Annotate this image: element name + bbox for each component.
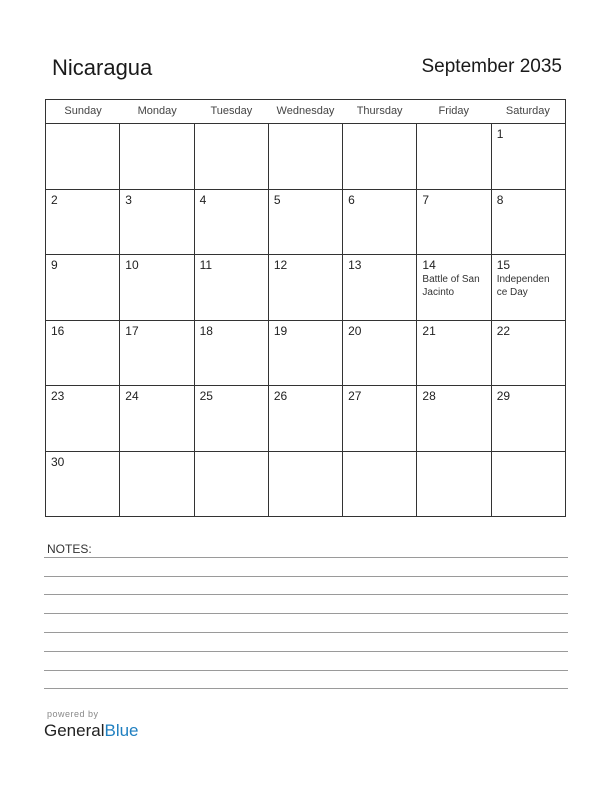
day-number: 2 (51, 192, 58, 207)
day-number: 8 (496, 192, 504, 207)
day-cell[interactable] (46, 255, 120, 320)
month-year-title: September 2035 (421, 56, 562, 77)
country-title: Nicaragua (52, 55, 153, 80)
holiday-label: Independen ce Day (496, 274, 550, 298)
day-number: 25 (199, 389, 213, 403)
day-cell[interactable] (46, 452, 120, 518)
weekday-header-row (46, 100, 565, 124)
weekday-wednesday: Wednesday (276, 105, 335, 117)
day-number: 27 (348, 389, 362, 403)
day-cell[interactable] (195, 452, 269, 518)
brand-logo[interactable] (44, 721, 139, 741)
note-line (44, 613, 568, 614)
day-cell[interactable] (417, 452, 491, 518)
day-cell[interactable] (417, 124, 491, 189)
day-number: 17 (125, 323, 139, 338)
brand-blue-text: Blue (104, 721, 139, 740)
day-cell[interactable] (195, 321, 269, 386)
week-row (46, 190, 565, 256)
day-cell[interactable] (269, 386, 343, 451)
day-cell[interactable] (343, 190, 417, 255)
day-cell[interactable] (417, 255, 491, 320)
powered-by-text: powered by (47, 709, 99, 719)
day-number: 21 (422, 323, 436, 338)
day-cell[interactable] (120, 255, 194, 320)
day-cell[interactable] (120, 386, 194, 451)
note-line (44, 557, 568, 558)
day-cell[interactable] (343, 452, 417, 518)
day-number: 13 (348, 258, 362, 272)
day-cell[interactable] (492, 321, 565, 386)
note-line (44, 688, 568, 689)
day-number: 26 (273, 389, 288, 403)
day-cell[interactable] (492, 452, 565, 518)
day-cell[interactable] (195, 124, 269, 189)
day-cell[interactable] (46, 321, 120, 386)
note-line (44, 576, 568, 577)
note-line (44, 651, 568, 652)
brand-general-text: General (44, 721, 105, 740)
day-cell[interactable] (492, 255, 565, 320)
day-number: 18 (199, 323, 213, 338)
day-number: 28 (422, 389, 436, 403)
weekday-sunday: Sunday (64, 105, 102, 117)
calendar-grid (45, 99, 566, 517)
day-number: 15 (496, 258, 511, 272)
day-cell[interactable] (492, 124, 565, 189)
day-number: 11 (199, 258, 213, 272)
holiday-label: Battle of San Jacinto (422, 274, 480, 298)
day-number: 30 (51, 454, 65, 469)
day-number: 14 (422, 258, 436, 272)
day-number: 24 (125, 389, 139, 403)
day-number: 9 (51, 258, 58, 272)
day-number: 10 (125, 258, 139, 272)
day-cell[interactable] (269, 255, 343, 320)
day-cell[interactable] (120, 190, 194, 255)
day-number: 1 (496, 127, 504, 141)
day-cell[interactable] (120, 321, 194, 386)
day-cell[interactable] (343, 124, 417, 189)
note-line (44, 594, 568, 595)
day-cell[interactable] (46, 124, 120, 189)
day-cell[interactable] (120, 124, 194, 189)
week-row (46, 386, 565, 452)
week-row (46, 124, 565, 190)
day-number: 19 (273, 323, 288, 338)
day-number: 3 (125, 192, 132, 207)
day-cell[interactable] (343, 386, 417, 451)
day-number: 29 (496, 389, 511, 403)
note-line (44, 670, 568, 671)
day-cell[interactable] (343, 255, 417, 320)
day-cell[interactable] (46, 386, 120, 451)
day-number: 6 (348, 192, 355, 207)
day-cell[interactable] (195, 190, 269, 255)
week-row (46, 321, 565, 387)
day-cell[interactable] (492, 386, 565, 451)
day-number: 7 (422, 192, 430, 207)
day-cell[interactable] (46, 190, 120, 255)
day-cell[interactable] (195, 255, 269, 320)
day-cell[interactable] (417, 321, 491, 386)
day-number: 4 (199, 192, 207, 207)
weekday-thursday: Thursday (356, 105, 403, 117)
day-number: 22 (496, 323, 511, 338)
weekday-monday: Monday (137, 105, 177, 117)
notes-label: NOTES: (47, 542, 92, 556)
day-cell[interactable] (492, 190, 565, 255)
day-number: 23 (51, 389, 65, 403)
weekday-saturday: Saturday (505, 105, 550, 117)
day-number: 20 (348, 323, 362, 338)
day-cell[interactable] (269, 452, 343, 518)
weekday-friday: Friday (438, 105, 470, 117)
day-cell[interactable] (417, 386, 491, 451)
day-cell[interactable] (120, 452, 194, 518)
week-row (46, 452, 565, 518)
note-line (44, 632, 568, 633)
day-number: 12 (273, 258, 288, 272)
day-cell[interactable] (343, 321, 417, 386)
day-cell[interactable] (195, 386, 269, 451)
day-cell[interactable] (269, 321, 343, 386)
day-number: 16 (51, 323, 65, 338)
weekday-tuesday: Tuesday (210, 105, 253, 117)
day-cell[interactable] (269, 124, 343, 189)
day-cell[interactable] (417, 190, 491, 255)
week-row (46, 255, 565, 321)
day-number: 5 (273, 192, 281, 207)
day-cell[interactable] (269, 190, 343, 255)
